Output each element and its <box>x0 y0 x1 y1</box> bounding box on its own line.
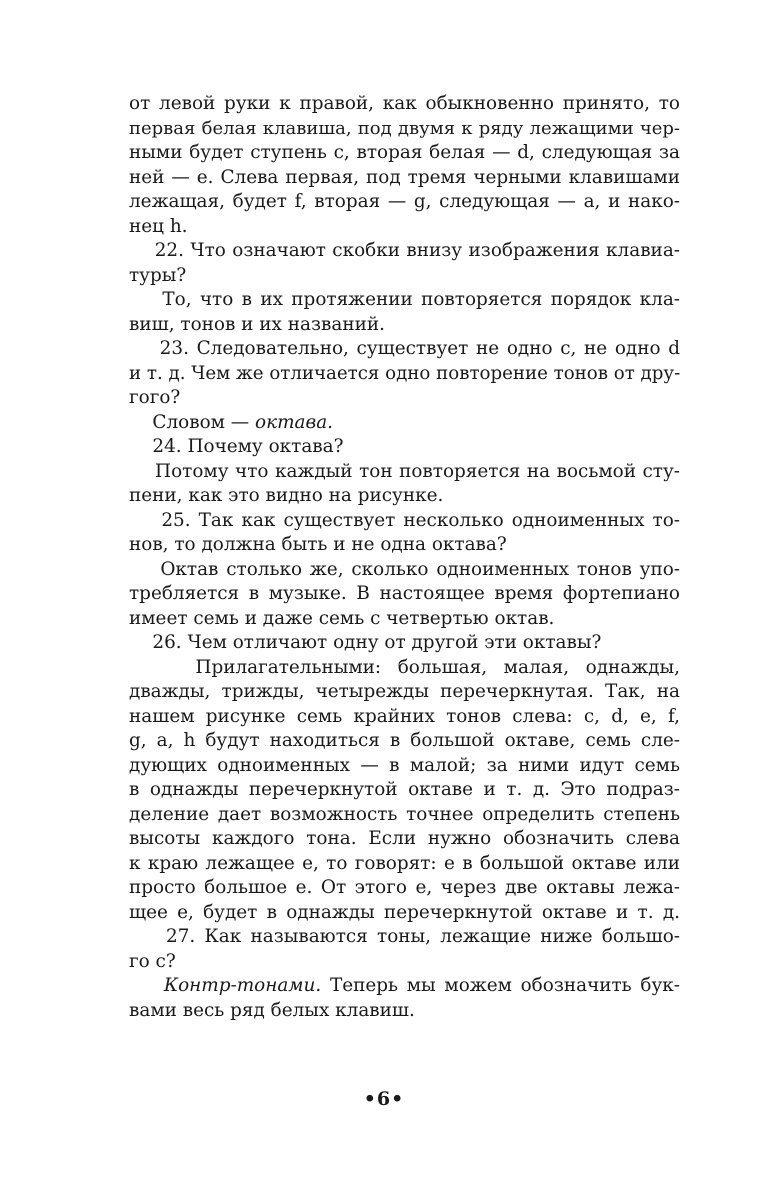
italic-term: Контр-тонами. <box>129 975 322 996</box>
text-line <box>129 925 680 950</box>
line-text: щее e, будет в однажды перечеркнутой октаве и т. д. <box>129 901 680 923</box>
line-text: просто большое e. От этого e, через две октавы лежа- <box>129 877 680 898</box>
text-line <box>129 533 680 558</box>
line-text: Прилагательными: большая, малая, однажды, <box>129 656 680 678</box>
line-text: туры? <box>129 264 187 286</box>
line-text: дважды, трижды, четырежды перечеркнутая. Так, на <box>129 681 680 702</box>
line-text: го c? <box>129 950 176 972</box>
line-text: Октав столько же, сколько одноименных тонов упо- <box>129 558 680 580</box>
line-text: вами весь ряд белых клавиш. <box>129 999 415 1021</box>
text-line <box>129 827 680 852</box>
text-line <box>129 141 680 166</box>
text-line <box>129 778 680 803</box>
line-text: гого? <box>129 387 181 408</box>
text-line <box>129 386 680 411</box>
text-line <box>129 117 680 142</box>
text-line <box>129 92 680 117</box>
text-line <box>129 435 680 460</box>
line-text: лежащая, будет f, вторая — g, следующая — a, и нако- <box>129 191 680 212</box>
text-line <box>129 239 680 264</box>
line-text: нец h. <box>129 215 188 237</box>
line-text: высоты каждого тона. Если нужно обозначить слева <box>129 828 680 849</box>
line-text: имеет семь и даже семь с четвертью октав. <box>129 607 555 629</box>
text-line <box>129 190 680 215</box>
line-text: То, что в их протяжении повторяется порядок кла- <box>129 289 680 310</box>
line-text: в однажды перечеркнутой октаве и т. д. Это подраз- <box>129 779 680 800</box>
line-text: виш, тонов и их названий. <box>129 313 385 335</box>
text-line <box>129 337 680 362</box>
line-text: нашем рисунке семь крайних тонов слева: c, d, e, f, <box>129 705 680 727</box>
line-text: Потому что каждый тон повторяется на восьмой сту- <box>129 460 680 482</box>
line-text: требляется в музыке. В настоящее время фортепиано <box>129 583 680 604</box>
line-text: к краю лежащее e, то говорят: e в большой октаве или <box>129 852 680 874</box>
text-line <box>129 607 680 632</box>
text-line <box>129 974 680 999</box>
page-number: •6• <box>363 1088 405 1110</box>
page-body <box>129 92 680 1023</box>
text-line <box>129 852 680 877</box>
text-line <box>129 558 680 583</box>
line-text: 23. Следовательно, существует не одно c, не одно d <box>129 338 680 359</box>
text-line <box>129 582 680 607</box>
line-text: дующих одноименных — в малой; за ними идут семь <box>129 754 680 776</box>
text-line <box>129 631 680 656</box>
text-line <box>129 803 680 828</box>
text-line <box>129 215 680 240</box>
line-text: деление дает возможность точнее определить степень <box>129 803 680 825</box>
line-text: Теперь мы можем обозначить бук- <box>321 975 680 996</box>
line-text: пени, как это видно на рисунке. <box>129 485 444 506</box>
text-line <box>129 999 680 1024</box>
text-line <box>129 901 680 926</box>
line-text: g, a, h будут находиться в большой октаве, семь сле- <box>129 730 680 751</box>
text-line <box>129 411 680 436</box>
text-line <box>129 362 680 387</box>
text-line <box>129 754 680 779</box>
text-line <box>129 460 680 485</box>
line-text: 27. Как называются тоны, лежащие ниже большо- <box>129 926 680 947</box>
line-text: 26. Чем отличают одну от другой эти октавы? <box>129 632 602 653</box>
text-line <box>129 313 680 338</box>
italic-term: октава. <box>255 411 334 433</box>
text-line <box>129 876 680 901</box>
text-line <box>129 729 680 754</box>
text-line <box>129 264 680 289</box>
text-line <box>129 166 680 191</box>
line-text: 25. Так как существует несколько одноименных то- <box>129 509 680 531</box>
text-line <box>129 680 680 705</box>
line-text: нов, то должна быть и не одна октава? <box>129 534 507 555</box>
line-text: и т. д. Чем же отличается одно повторение тонов от дру- <box>129 362 681 384</box>
line-text: 22. Что означают скобки внизу изображения клавиа- <box>129 240 680 261</box>
text-line <box>129 509 680 534</box>
text-line <box>129 288 680 313</box>
line-text: ней — e. Слева первая, под тремя черными клавишами <box>129 166 680 188</box>
text-line <box>129 705 680 730</box>
line-text: Словом — <box>129 411 256 433</box>
text-line <box>129 950 680 975</box>
line-text: первая белая клавиша, под двумя к ряду лежащими чер- <box>129 117 680 139</box>
text-line <box>129 656 680 681</box>
line-text: от левой руки к правой, как обыкновенно принято, то <box>129 93 680 114</box>
line-text: 24. Почему октава? <box>129 436 344 457</box>
text-line <box>129 484 680 509</box>
line-text: ными будет ступень c, вторая белая — d, следующая за <box>129 142 680 163</box>
